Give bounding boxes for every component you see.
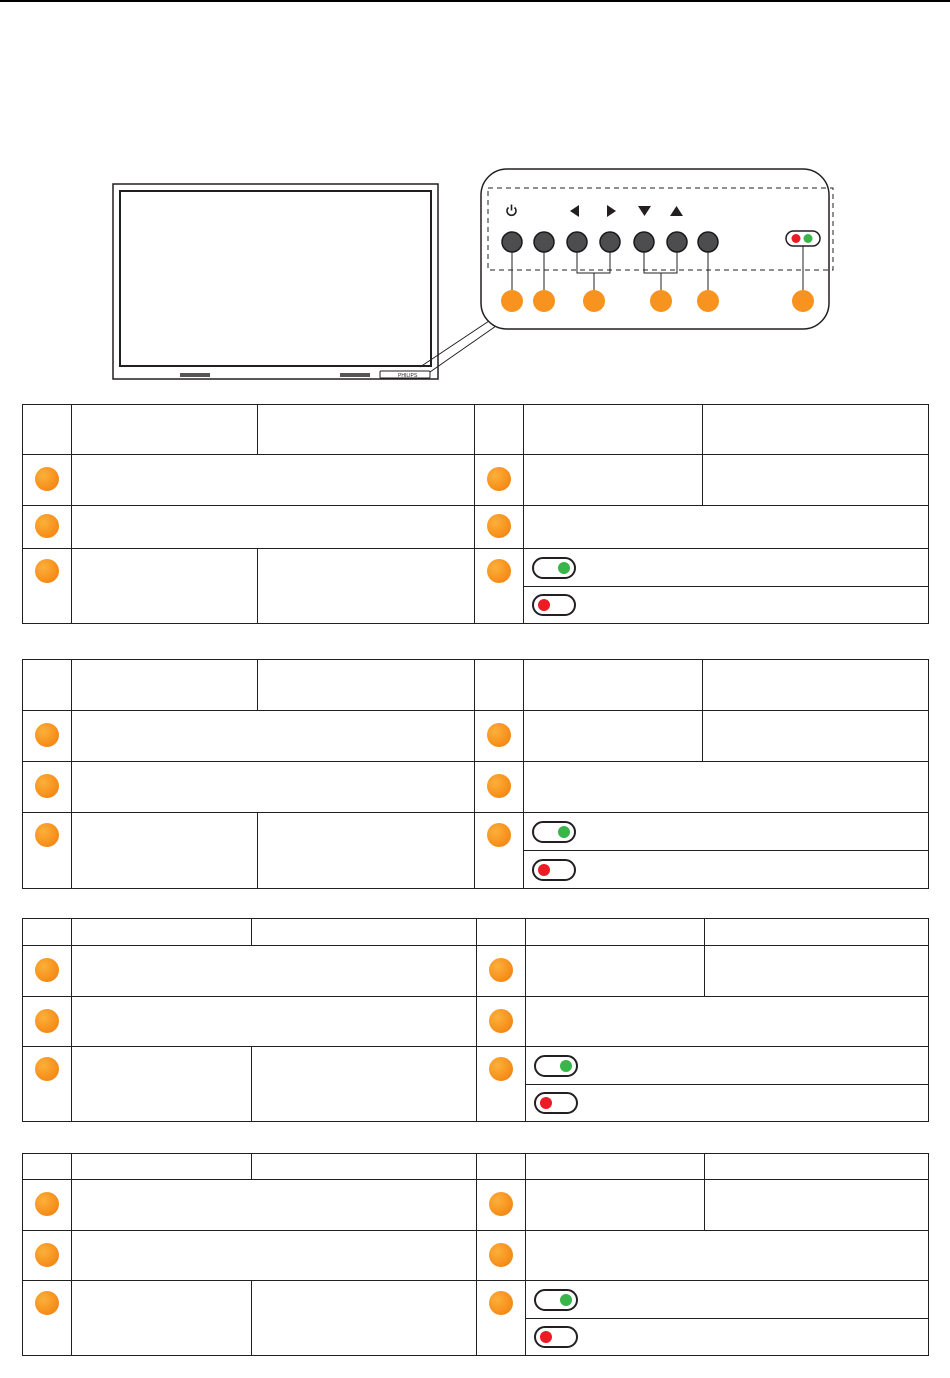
description-cell xyxy=(72,711,475,762)
description-cell xyxy=(72,946,477,997)
header-cell xyxy=(477,1154,526,1180)
header-cell xyxy=(524,660,703,711)
led-on-icon xyxy=(534,1055,578,1077)
led-on-cell xyxy=(524,813,929,851)
table-row xyxy=(23,1047,929,1085)
led-on-cell xyxy=(526,1281,929,1319)
callout-dot xyxy=(489,1009,513,1033)
description-cell xyxy=(72,1047,252,1122)
header-cell xyxy=(23,405,72,455)
callout-dot xyxy=(35,958,59,982)
callout-cell xyxy=(23,946,72,997)
callout-dot xyxy=(35,1243,59,1267)
table-header-row xyxy=(23,919,929,946)
header-cell xyxy=(705,1154,929,1180)
header-cell xyxy=(703,405,929,455)
description-cell xyxy=(524,455,703,506)
description-cell xyxy=(258,813,475,889)
table-row xyxy=(23,946,929,997)
callout-dot xyxy=(489,1291,513,1315)
callout-cell xyxy=(475,549,524,624)
led-on-icon xyxy=(534,1289,578,1311)
display-illustration xyxy=(113,184,438,379)
description-cell xyxy=(72,455,475,506)
callout-dot xyxy=(489,1192,513,1216)
legend-table xyxy=(22,1153,929,1356)
menu-button[interactable] xyxy=(698,232,718,252)
callout-cell xyxy=(23,711,72,762)
callout-dot xyxy=(35,823,59,847)
description-cell xyxy=(72,1180,477,1231)
led-off-cell xyxy=(524,851,929,889)
led-on-icon xyxy=(532,821,576,843)
led-on-cell xyxy=(526,1047,929,1085)
header-cell xyxy=(524,405,703,455)
callout-dot xyxy=(35,1192,59,1216)
callout-dot xyxy=(501,290,523,312)
callout-cell xyxy=(23,813,72,889)
callout-dot xyxy=(35,723,59,747)
callout-dot xyxy=(487,514,511,538)
header-cell xyxy=(252,919,477,946)
description-cell xyxy=(703,711,929,762)
led-on-cell xyxy=(524,549,929,587)
speaker-grille-right xyxy=(340,373,370,377)
power-button[interactable] xyxy=(502,232,522,252)
display-screen xyxy=(120,191,431,366)
description-cell xyxy=(705,1180,929,1231)
table-row xyxy=(23,1180,929,1231)
callout-cell xyxy=(23,1047,72,1122)
callout-cell xyxy=(23,455,72,506)
callout-cell xyxy=(23,762,72,813)
led-off-icon xyxy=(534,1326,578,1348)
callout-cell xyxy=(475,762,524,813)
callout-cell xyxy=(477,1231,526,1281)
callout-dot xyxy=(35,1291,59,1315)
callout-cell xyxy=(477,1281,526,1356)
callout-dot xyxy=(35,559,59,583)
table-header-row xyxy=(23,1154,929,1180)
header-cell xyxy=(526,1154,705,1180)
callout-cell xyxy=(23,506,72,549)
callout-cell xyxy=(23,549,72,624)
callout-dot xyxy=(487,774,511,798)
header-cell xyxy=(72,660,258,711)
callout-dot xyxy=(792,290,814,312)
description-cell xyxy=(258,549,475,624)
description-cell xyxy=(526,946,705,997)
led-off-cell xyxy=(524,587,929,624)
description-cell xyxy=(526,997,929,1047)
callout-dot xyxy=(487,467,511,491)
description-cell xyxy=(72,1231,477,1281)
callout-cell xyxy=(477,997,526,1047)
header-cell xyxy=(72,919,252,946)
callout-dot xyxy=(35,1057,59,1081)
description-cell xyxy=(72,813,258,889)
header-cell xyxy=(23,660,72,711)
callout-dot xyxy=(35,467,59,491)
table-row xyxy=(23,997,929,1047)
zoom-leader-line xyxy=(430,326,496,372)
callout-dot xyxy=(489,958,513,982)
legend-table xyxy=(22,404,929,624)
led-off-icon xyxy=(532,859,576,881)
header-cell xyxy=(72,1154,252,1180)
callout-dot xyxy=(487,823,511,847)
description-cell xyxy=(703,455,929,506)
description-cell xyxy=(705,946,929,997)
led-off-icon xyxy=(532,594,576,616)
callout-cell xyxy=(23,1231,72,1281)
callout-dot xyxy=(583,290,605,312)
callout-cell xyxy=(475,506,524,549)
header-cell xyxy=(252,1154,477,1180)
led-red-lamp xyxy=(792,234,801,243)
led-off-icon xyxy=(534,1092,578,1114)
description-cell xyxy=(526,1180,705,1231)
header-cell xyxy=(23,1154,72,1180)
table-row xyxy=(23,455,929,506)
right-button[interactable] xyxy=(600,232,620,252)
table-header-row xyxy=(23,660,929,711)
led-green-lamp xyxy=(804,234,813,243)
callout-dot xyxy=(533,290,555,312)
callout-dot xyxy=(650,290,672,312)
description-cell xyxy=(526,1231,929,1281)
led-indicator xyxy=(786,231,820,246)
table-header-row xyxy=(23,405,929,455)
description-cell xyxy=(524,762,929,813)
header-cell xyxy=(475,660,524,711)
table-row xyxy=(23,549,929,587)
legend-table xyxy=(22,659,929,889)
header-cell xyxy=(475,405,524,455)
input-button[interactable] xyxy=(534,232,554,252)
callout-dot xyxy=(35,514,59,538)
description-cell xyxy=(252,1047,477,1122)
header-cell xyxy=(703,660,929,711)
table-row xyxy=(23,711,929,762)
description-cell xyxy=(72,549,258,624)
header-cell xyxy=(72,405,258,455)
monitor-diagram xyxy=(0,0,950,400)
description-cell xyxy=(72,1281,252,1356)
description-cell xyxy=(72,762,475,813)
speaker-grille-left xyxy=(180,373,210,377)
brand-logo: PHILIPS xyxy=(398,373,418,379)
callout-dot xyxy=(35,1009,59,1033)
callout-dot xyxy=(487,723,511,747)
callout-cell xyxy=(475,455,524,506)
header-cell xyxy=(23,919,72,946)
callout-dot xyxy=(35,774,59,798)
table-row xyxy=(23,813,929,851)
led-off-cell xyxy=(526,1319,929,1356)
callout-cell xyxy=(477,946,526,997)
led-off-cell xyxy=(526,1085,929,1122)
callout-cell xyxy=(477,1047,526,1122)
table-row xyxy=(23,762,929,813)
callout-dot xyxy=(489,1057,513,1081)
description-cell xyxy=(524,506,929,549)
callout-cell xyxy=(23,1180,72,1231)
description-cell xyxy=(72,506,475,549)
header-cell xyxy=(258,660,475,711)
header-cell xyxy=(705,919,929,946)
callout-dot xyxy=(697,290,719,312)
table-row xyxy=(23,1281,929,1319)
header-cell xyxy=(477,919,526,946)
callout-dot xyxy=(487,559,511,583)
table-row xyxy=(23,506,929,549)
callout-cell xyxy=(477,1180,526,1231)
description-cell xyxy=(252,1281,477,1356)
callout-dot xyxy=(489,1243,513,1267)
callout-cell xyxy=(23,997,72,1047)
description-cell xyxy=(72,997,477,1047)
down-button[interactable] xyxy=(634,232,654,252)
callout-cell xyxy=(475,711,524,762)
legend-table xyxy=(22,918,929,1122)
header-cell xyxy=(526,919,705,946)
callout-cell xyxy=(23,1281,72,1356)
table-row xyxy=(23,1231,929,1281)
left-button[interactable] xyxy=(567,232,587,252)
led-on-icon xyxy=(532,557,576,579)
header-cell xyxy=(258,405,475,455)
up-button[interactable] xyxy=(667,232,687,252)
description-cell xyxy=(524,711,703,762)
callout-cell xyxy=(475,813,524,889)
control-panel-zoom xyxy=(481,169,833,329)
